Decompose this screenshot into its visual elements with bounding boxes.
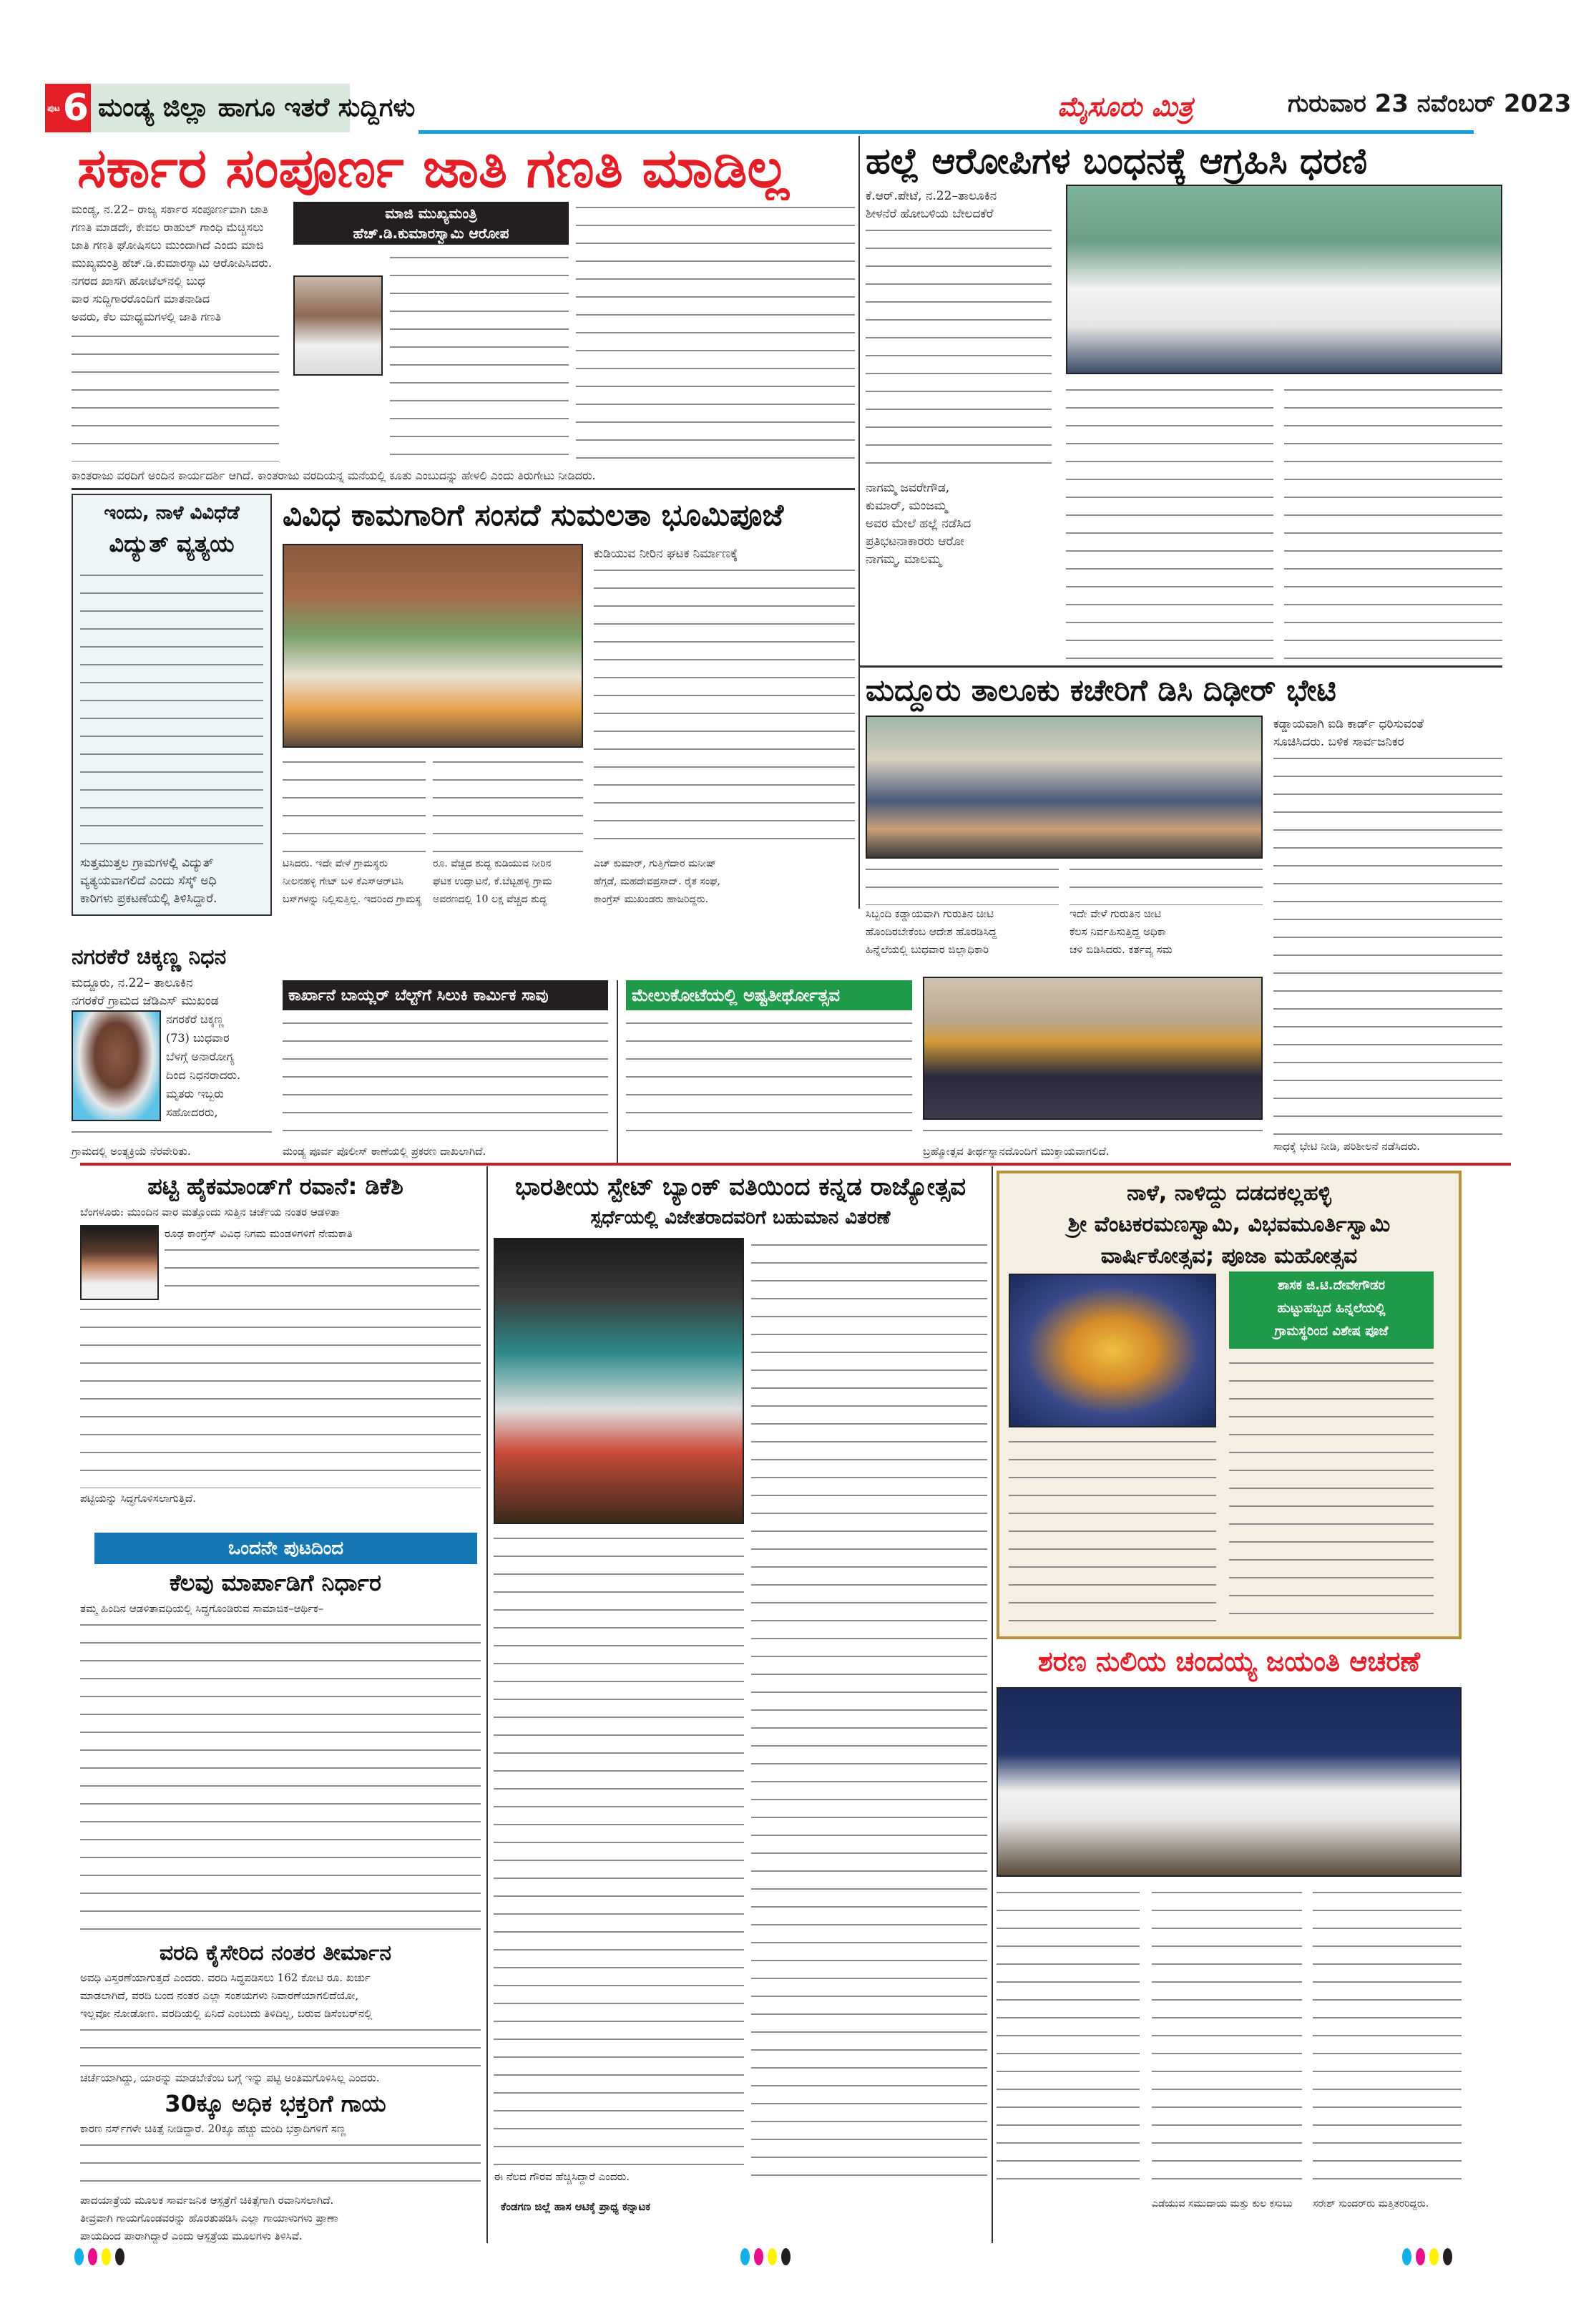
dkshi-photo: [80, 1225, 159, 1300]
print-registration-marks-center: [740, 2248, 791, 2265]
dc-visit-line: ಹೊಂದಿರಬೇಕೆಂಬ ಆದೇಶ ಹೊರಡಿಸಿದ್ದ: [866, 925, 997, 938]
sumalatha-body-bottom3: [594, 855, 855, 909]
kumaraswamy-photo: [293, 275, 383, 376]
sbi-closing: ಈ ನೆಲದ ಗೌರವ ಹೆಚ್ಚಿಸಿದ್ದಾರೆ ಎಂದರು.: [494, 2170, 630, 2183]
power-cut-headline-2: ವಿದ್ಯುತ್ ವ್ಯತ್ಯಯ: [109, 530, 235, 557]
yellow-dot: [1429, 2248, 1439, 2265]
continued-sub3-body: [80, 2120, 481, 2138]
obituary-line: ನಗರಕೆರೆ ಚಿಕ್ಕಣ್ಣ: [166, 1012, 225, 1026]
black-dot: [1443, 2248, 1452, 2265]
protest-line: ಪ್ರತಿಭಟನಾಕಾರರು ಆರೋ: [866, 534, 964, 549]
obituary-closing: ಗ್ರಾಮದಲ್ಲಿ ಅಂತ್ಯಕ್ರಿಯೆ ನೆರವೇರಿತು.: [72, 1145, 191, 1158]
sbi-headline-2: ಸ್ಪರ್ಧೆಯಲ್ಲಿ ವಿಜೇತರಾದವರಿಗೆ ಬಹುಮಾನ ವಿತರಣೆ: [590, 1207, 891, 1229]
section-title: ಮಂಡ್ಯ ಜಿಲ್ಲಾ ಹಾಗೂ ಇತರೆ ಸುದ್ದಿಗಳು: [98, 93, 416, 122]
temple-box-line: ಹುಟ್ಟುಹಬ್ಬದ ಹಿನ್ನಲೆಯಲ್ಲಿ: [1277, 1301, 1386, 1316]
continued-banner-text: ಒಂದನೇ ಪುಟದಿಂದ: [227, 1537, 344, 1559]
sumalatha-body-bottom1: [283, 855, 426, 909]
continued-sub1-headline: ಕೆಲವು ಮಾರ್ಪಾಡಿಗೆ ನಿರ್ಧಾರ: [170, 1569, 381, 1596]
lead-closing-line: ಕಾಂತರಾಜು ವರದಿಗೆ ಅಂದಿನ ಕಾರ್ಯದರ್ಶಿ ಆಗಿದೆ. ಕಾಂತರಾಜು ವರದಿಯನ್ನ ಮನೆಯಲ್ಲಿ ಕೂತು ಎಂಬುದನ್ನು ಹೇಳಲಿ ಎಂದು ತಿರುಗೇಟು ನೀಡಿದರು.: [72, 469, 596, 482]
sharana-body-col1: [997, 1885, 1140, 2193]
sumalatha-line: ರೂ. ವೆಚ್ಚದ ಶುದ್ಧ ಕುಡಿಯುವ ನೀರಿನ: [433, 858, 552, 869]
dc-visit-body-right: [1273, 716, 1502, 751]
lead-kicker: [293, 202, 569, 245]
dc-visit-body-col2-end: [1070, 905, 1263, 959]
section-title-bar: [91, 84, 416, 132]
dc-visit-line: ಸೂಚಿಸಿದರು. ಬಳಿಕ ಸಾರ್ವಜನಿಕರ: [1273, 735, 1404, 749]
magenta-dot: [754, 2248, 763, 2265]
sumalatha-body-top: [594, 545, 855, 563]
continued-sub3-closing: [80, 2192, 481, 2245]
lead-line: ಅವರು, ಕೆಲ ಮಾಧ್ಯಮಗಳಲ್ಲಿ ಜಾತಿ ಗಣತಿ: [72, 310, 221, 323]
melukote-body-2: [923, 1123, 1263, 1141]
obituary-line: ಬೆಳಗ್ಗೆ ಅನಾರೋಗ್ಯ: [166, 1050, 235, 1063]
protest-line: ಶೀಳನೆರೆ ಹೋಬಳಿಯ ಬೇಲದಕೆರೆ: [866, 207, 994, 221]
sbi-photo-credit: ಕೆಂಡಗಣ ಜಿಲ್ಲೆ ಹಾಸ ಆಟಿಕ್ಕೆ ಪ್ರಾಧ್ಯ ಕನ್ನಾಟಕ: [501, 2200, 651, 2213]
melukote-headline-bar: [626, 980, 912, 1010]
continued-line: ಮಾಡಲಾಗಿದೆ, ವರದಿ ಬಂದ ನಂತರ ಎಲ್ಲಾ ಸಂಶಯಗಳು ನಿವಾರಣೆಯಾಗಲಿದೆಯೋ,: [80, 1989, 359, 2002]
protest-line: ನಾಗಮ್ಮ ಜವರೇಗೌಡ,: [866, 481, 950, 495]
sumalatha-body-col2: [433, 755, 583, 855]
continued-line: ಕಾರಣ ನರ್ಸ್‌ಗಳೇ ಚಿಕಿತ್ಸೆ ನೀಡಿದ್ದಾರೆ. 20ಕ್ಕೂ ಹೆಚ್ಚು ಮಂದಿ ಭಕ್ತಾದಿಗಳಿಗೆ ಸಣ್ಣ: [80, 2122, 346, 2135]
newspaper-name: ಮೈಸೂರು ಮಿತ್ರ: [1057, 90, 1193, 122]
sumalatha-line: ಕುಡಿಯುವ ನೀರಿನ ಘಟಕ ನಿರ್ಮಾಣಕ್ಕೆ: [594, 547, 738, 561]
print-registration-marks-right: [1402, 2248, 1452, 2265]
obituary-body-bottom: [72, 1125, 272, 1143]
cyan-dot: [1402, 2248, 1411, 2265]
sumalatha-body-col1: [283, 755, 426, 855]
dc-visit-body-col2: [1070, 862, 1263, 905]
worker-death-headline: ಕಾರ್ಖಾನೆ ಬಾಯ್ಲರ್ ಬೆಲ್ಟ್‌ಗೆ ಸಿಲುಕಿ ಕಾರ್ಮಿಕ ಸಾವು: [288, 986, 549, 1005]
power-cut-closing: [80, 854, 263, 908]
temple-box-line: ಶಾಸಕ ಜಿ.ಟಿ.ದೇವೇಗೌಡರ: [1277, 1278, 1386, 1293]
dkshi-body-side-cont: [165, 1243, 479, 1300]
black-dot: [115, 2248, 124, 2265]
protest-line: ಅವರ ಮೇಲೆ ಹಲ್ಲೆ ನಡೆಸಿದ: [866, 517, 972, 531]
protest-body: [866, 187, 1052, 223]
lead-line: ಗಣತಿ ಮಾಡದೇ, ಕೇವಲ ರಾಹುಲ್ ಗಾಂಧಿ ಮೆಚ್ಚಿಸಲು: [72, 220, 264, 234]
protest-body-col2: [1066, 383, 1273, 662]
sumalatha-body-col4: [594, 563, 855, 849]
sumalatha-line: ಅವರಣದಲ್ಲಿ 10 ಲಕ್ಷ ವೆಚ್ಚದ ಶುದ್ಧ: [433, 894, 547, 905]
lead-body-col3: [576, 200, 855, 465]
power-cut-headline-1: ಇಂದು, ನಾಳೆ ವಿವಿಧೆಡೆ: [104, 502, 240, 524]
dc-visit-closing: ಸಾಧಕ್ಕೆ ಭೇಟಿ ನೀಡಿ, ಪರಿಶೀಲನೆ ನಡೆಸಿದರು.: [1273, 1140, 1420, 1153]
melukote-photo: [923, 977, 1263, 1120]
dkshi-line: ರೂಢ ಕಾಂಗ್ರೆಸ್ ವಿವಿಧ ನಿಗಮ ಮಂಡಳಿಗಳಿಗೆ ನೇಮಕಾತಿ: [165, 1227, 353, 1240]
cyan-dot: [74, 2248, 84, 2265]
sumalatha-body-bottom2: [433, 855, 583, 909]
column-divider: [486, 1166, 488, 2243]
power-cut-body: [80, 568, 263, 854]
dc-visit-photo: [866, 716, 1263, 859]
continued-sub2-body: [80, 1969, 481, 2023]
lead-line: ಮುಖ್ಯಮಂತ್ರಿ ಹೆಚ್.ಡಿ.ಕುಮಾರಸ್ವಾಮಿ ಆರೋಪಿಸಿದರು.: [72, 256, 273, 270]
lead-line: ನಗರದ ಖಾಸಗಿ ಹೋಟೆಲ್‌ನಲ್ಲಿ ಬುಧ: [72, 274, 205, 288]
lead-divider: [72, 488, 855, 490]
obituary-line: ಸಹೋದರರು,: [166, 1105, 218, 1119]
sumalatha-headline: ವಿವಿಧ ಕಾಮಗಾರಿಗೆ ಸಂಸದೆ ಸುಮಲತಾ ಭೂಮಿಪೂಜೆ: [283, 497, 784, 532]
continued-sub1-body-cont: [80, 1618, 481, 1940]
sumalatha-line: ಕಾಂಗ್ರೆಸ್ ಮುಖಂಡರು ಹಾಜರಿದ್ದರು.: [594, 894, 709, 905]
protest-line: ನಾಗಮ್ಮ, ಮಾಲಮ್ಮ: [866, 552, 941, 567]
sharana-closing-2: ಸರೇಶ್ ಸುಂದರ್‌ರು ಮತ್ತಿತರರಿದ್ದರು.: [1313, 2198, 1429, 2210]
protest-divider: [858, 665, 1502, 668]
cyan-dot: [740, 2248, 750, 2265]
sumalatha-line: ಟಿಸಿದರು. ಇದೇ ವೇಳೆ ಗ್ರಾಮಸ್ಥರು: [283, 858, 388, 869]
print-registration-marks-left: [74, 2248, 124, 2265]
kicker-line-2: ಹೆಚ್.ಡಿ.ಕುಮಾರಸ್ವಾಮಿ ಆರೋಪ: [353, 225, 509, 242]
sbi-headline-1: ಭಾರತೀಯ ಸ್ಟೇಟ್ ಬ್ಯಾಂಕ್ ವತಿಯಿಂದ ಕನ್ನಡ ರಾಜ್ಯೋತ್ಸವ: [514, 1173, 966, 1201]
newspaper-logo: [1057, 84, 1236, 129]
protest-line: ಕುಮಾರ್, ಮಂಜಮ್ಮ: [866, 499, 948, 513]
dkshi-closing: ಪಟ್ಟಿಯನ್ನು ಸಿದ್ಧಗೊಳಿಸಲಾಗುತ್ತಿದೆ.: [80, 1492, 196, 1505]
obituary-line: ನಗರಕೆರೆ ಗ್ರಾಮದ ಜೆಡಿಎಸ್ ಮುಖಂಡ: [72, 994, 219, 1008]
sumalatha-line: ಘಟಕ ಉದ್ಘಾಟನೆ, ಕೆ.ಬೆಟ್ಟಹಳ್ಳಿ ಗ್ರಾಮ: [433, 876, 552, 887]
lead-body-col2: [390, 250, 569, 465]
protest-photo: [1066, 185, 1502, 374]
protest-headline: ಹಲ್ಲೆ ಆರೋಪಿಗಳ ಬಂಧನಕ್ಕೆ ಆಗ್ರಹಿಸಿ ಧರಣಿ: [866, 140, 1368, 182]
sbi-photo: [494, 1238, 744, 1524]
lead-headline: ಸರ್ಕಾರ ಸಂಪೂರ್ಣ ಜಾತಿ ಗಣತಿ ಮಾಡಿಲ್ಲ: [77, 136, 789, 200]
worker-death-body: [283, 1016, 608, 1141]
continued-sub2-body-cont: [80, 2023, 481, 2069]
dc-visit-line: ಸಿಬ್ಬಂದಿ ಕಡ್ಡಾಯವಾಗಿ ಗುರುತಿನ ಚೀಟಿ: [866, 907, 994, 920]
dc-visit-body-col1: [866, 862, 1059, 905]
dc-visit-body-col3: [1273, 751, 1502, 1138]
power-cut-line: ವ್ಯತ್ಯಯವಾಗಲಿದೆ ಎಂದು ಸೆಸ್ಕ್ ಅಧಿ: [80, 874, 217, 888]
continued-line: ಪಾಯದಿಂದ ಪಾರಾಗಿದ್ದಾರೆ ಎಂದು ಆಸ್ಪತ್ರೆಯ ಮೂಲಗಳು ತಿಳಿಸಿವೆ.: [80, 2230, 303, 2242]
dkshi-line: ಬೆಂಗಳೂರು: ಮುಂದಿನ ವಾರ ಮತ್ತೊಂದು ಸುತ್ತಿನ ಚರ್ಚೆಯ ನಂತರ ಆಡಳಿತಾ: [80, 1206, 340, 1219]
worker-death-closing: ಮಂಡ್ಯ ಪೂರ್ವ ಪೊಲೀಸ್ ಠಾಣೆಯಲ್ಲಿ ಪ್ರಕರಣ ದಾಖಲಾಗಿದೆ.: [283, 1145, 486, 1158]
temple-headline-3: ವಾರ್ಷಿಕೋತ್ಸವ; ಪೂಜಾ ಮಹೋತ್ಸವ: [1100, 1244, 1358, 1269]
sharana-body-col2: [1152, 1885, 1302, 2193]
power-cut-line: ಸುತ್ತಮುತ್ತಲ ಗ್ರಾಮಗಳಲ್ಲಿ ವಿದ್ಯುತ್: [80, 856, 214, 870]
dc-visit-headline: ಮದ್ದೂರು ತಾಲೂಕು ಕಚೇರಿಗೆ ಡಿಸಿ ದಿಢೀರ್ ಭೇಟಿ: [866, 673, 1336, 708]
sumalatha-line: ನೀಲನಹಳ್ಳಿ ಗೇಟ್ ಬಳಿ ಕೆಎಸ್‌ಆರ್‌ಟಿಸಿ: [283, 876, 403, 887]
masthead-rule: [419, 130, 1474, 134]
temple-box-line: ಗ್ರಾಮಸ್ಥರಿಂದ ವಿಶೇಷ ಪೂಜೆ: [1274, 1324, 1389, 1339]
sumalatha-line: ಬಸ್‌ಗಳನ್ನು ನಿಲ್ಲಿಸುತ್ತಿಲ್ಲ. ಇದರಿಂದ ಗ್ರಾಮಸ್ಥ: [283, 894, 422, 905]
obituary-body-top: [72, 975, 272, 1010]
continued-banner: [94, 1533, 477, 1564]
continued-line: ಇಲ್ಲವೋ ನೋಡೋಣ. ವರದಿಯಲ್ಲಿ ಏನಿದೆ ಎಂಬುದು ತಿಳಿದಿಲ್ಲ, ಬರುವ ಡಿಸೆಂಬರ್‌ನಲ್ಲಿ: [80, 2007, 373, 2020]
dkshi-body-top: [80, 1204, 481, 1221]
protest-line: ಕೆ.ಆರ್.ಪೇಟೆ, ನ.22–ತಾಲೂಕಿನ: [866, 189, 997, 203]
worker-death-headline-bar: [283, 980, 608, 1010]
page-label: ಪುಟ: [47, 102, 60, 113]
yellow-dot: [768, 2248, 777, 2265]
temple-deity-photo: [1009, 1274, 1216, 1427]
temple-green-box: [1229, 1271, 1434, 1349]
continued-sub3-body-cont: [80, 2138, 481, 2192]
sharana-headline: ಶರಣ ನುಲಿಯ ಚಂದಯ್ಯ ಜಯಂತಿ ಆಚರಣೆ: [1037, 1646, 1421, 1677]
sbi-body-col1: [494, 1531, 744, 2168]
temple-headline-1: ನಾಳೆ, ನಾಳಿದ್ದು ದಡದಕಲ್ಲಹಳ್ಳಿ: [1127, 1181, 1331, 1206]
sumalatha-line: ಹೆಗ್ಗಡೆ, ಮಹದೇವಪ್ರಸಾದ್. ರೈತ ಸಂಘ,: [594, 876, 720, 887]
magenta-dot: [1416, 2248, 1425, 2265]
lead-body-col1: [72, 200, 286, 326]
obituary-body-side: [166, 1010, 272, 1122]
protest-body-col3: [1284, 383, 1502, 662]
protest-body-col1: [866, 223, 1052, 474]
obituary-line: ದಿಂದ ನಿಧನರಾದರು.: [166, 1068, 241, 1082]
dkshi-body: [80, 1302, 481, 1488]
continued-sub1-body: [80, 1600, 481, 1618]
dc-visit-body-col1-end: [866, 905, 1059, 959]
column-divider: [617, 980, 618, 1163]
sharana-photo: [997, 1687, 1462, 1877]
lead-line: ಮಂಡ್ಯ, ನ.22– ರಾಜ್ಯ ಸರ್ಕಾರ ಸಂಪೂರ್ಣವಾಗಿ ಜಾತಿ: [72, 202, 268, 216]
lead-line: ಜಾತಿ ಗಣತಿ ಘೋಷಿಸಲು ಮುಂದಾಗಿದೆ ಎಂದು ಮಾಜಿ: [72, 238, 264, 252]
protest-body-cont: [866, 479, 1052, 569]
column-divider: [992, 1166, 993, 2243]
power-cut-line: ಕಾರಿಗಳು ಪ್ರಕಟಣೆಯಲ್ಲಿ ತಿಳಿಸಿದ್ದಾರೆ.: [80, 892, 217, 906]
kicker-line-1: ಮಾಜಿ ಮುಖ್ಯಮಂತ್ರಿ: [385, 205, 477, 222]
sbi-body-col2: [751, 1238, 987, 2189]
sharana-body-col3: [1313, 1885, 1462, 2193]
temple-body-col1: [1009, 1435, 1216, 1628]
dc-visit-line: ಇದೇ ವೇಳೆ ಗುರುತಿನ ಚೀಟಿ: [1070, 907, 1162, 920]
continued-line: ತಮ್ಮ ಹಿಂದಿನ ಆಡಳಿತಾವಧಿಯಲ್ಲಿ ಸಿದ್ಧಗೊಂಡಿರುವ ಸಾಮಾಜಿಕ–ಆರ್ಥಿಕ–: [80, 1602, 324, 1615]
section-divider-red: [80, 1163, 1511, 1166]
page-number-badge: [45, 84, 91, 132]
obituary-headline: ನಗರಕೆರೆ ಚಿಕ್ಕಣ್ಣ ನಿಧನ: [72, 944, 227, 970]
melukote-closing: ಬ್ರಹ್ಮೋತ್ಸವ ತೀರ್ಥಸ್ನಾನದೊಂದಿಗೆ ಮುಕ್ತಾಯವಾಗಲಿದೆ.: [923, 1145, 1110, 1158]
black-dot: [781, 2248, 791, 2265]
continued-sub3-headline: 30ಕ್ಕೂ ಅಧಿಕ ಭಕ್ತರಿಗೆ ಗಾಯ: [165, 2090, 386, 2117]
continued-line: ಪಾದಯಾತ್ರೆಯ ಮೂಲಕ ಸಾರ್ವಜನಿಕ ಆಸ್ಪತ್ರೆಗೆ ಚಿಕಿತ್ಸೆಗಾಗಿ ರವಾನಿಸಲಾಗಿದೆ.: [80, 2194, 334, 2207]
dc-visit-line: ಕಡ್ಡಾಯವಾಗಿ ಐಡಿ ಕಾರ್ಡ್ ಧರಿಸುವಂತೆ: [1273, 717, 1424, 731]
sumalatha-photo: [283, 544, 583, 748]
continued-line: ಅವಧಿ ವಿಸ್ತರಣೆಯಾಗುತ್ತದೆ ಎಂದರು. ವರದಿ ಸಿದ್ಧಪಡಿಸಲು 162 ಕೋಟಿ ರೂ. ಖರ್ಚು: [80, 1971, 371, 1984]
lead-body-col1-cont: [72, 329, 279, 462]
lead-line: ವಾರ ಸುದ್ದಿಗಾರರೊಂದಿಗೆ ಮಾತನಾಡಿದ: [72, 292, 210, 306]
page-number: 6: [62, 87, 89, 130]
temple-headline-2: ಶ್ರೀ ವೆಂಟಕರಮಣಸ್ವಾಮಿ, ವಿಭವಮೂರ್ತಿಸ್ವಾಮಿ: [1067, 1212, 1391, 1237]
magenta-dot: [88, 2248, 97, 2265]
melukote-headline: ಮೇಲುಕೋಟೆಯಲ್ಲಿ ಅಷ್ಟತೀರ್ಥೋತ್ಸವ: [632, 985, 841, 1005]
dkshi-headline: ಪಟ್ಟಿ ಹೈಕಮಾಂಡ್‌ಗೆ ರವಾನೆ: ಡಿಕೆಶಿ: [147, 1173, 403, 1200]
issue-date: ಗುರುವಾರ 23 ನವೆಂಬರ್ 2023: [1288, 89, 1571, 118]
dc-visit-line: ಹಿನ್ನೆಲೆಯಲ್ಲಿ ಬುಧವಾರ ಜಿಲ್ಲಾಧಿಕಾರಿ: [866, 943, 989, 956]
obituary-line: (73) ಬುಧವಾರ: [166, 1031, 230, 1045]
dc-visit-line: ಚಳಿ ಬಿಡಿಸಿದರು. ಕರ್ತವ್ಯ ಸಮ: [1070, 943, 1173, 956]
dkshi-body-side: [165, 1225, 479, 1243]
column-divider: [858, 136, 860, 909]
dc-visit-line: ಕೆಲಸ ನಿರ್ವಹಿಸುತ್ತಿದ್ದ ಅಧಿಕಾ: [1070, 925, 1166, 938]
yellow-dot: [102, 2248, 111, 2265]
sharana-closing-1: ಎಡೆಯುವ ಸಮುದಾಯ ಮತ್ತು ಕುಲ ಕಸುಬು: [1152, 2198, 1293, 2210]
obituary-photo: [72, 1010, 161, 1121]
continued-sub2-closing: ಚರ್ಚೆಯಾಗಿದ್ದು, ಯಾರನ್ನು ಮಾಡಬೇಕೆಂಬ ಬಗ್ಗೆ ಇನ್ನು ಪಟ್ಟಿ ಅಂತಿಮಗೊಳಿಸಿಲ್ಲ ಎಂದರು.: [80, 2071, 380, 2084]
power-cut-box: [72, 494, 272, 916]
melukote-body: [626, 1016, 912, 1141]
sumalatha-line: ಎಚ್ ಕುಮಾರ್, ಗುತ್ತಿಗೆದಾರ ಮನೀಷ್: [594, 858, 717, 869]
obituary-line: ಮದ್ದೂರು, ನ.22– ತಾಲೂಕಿನ: [72, 976, 193, 990]
continued-sub2-headline: ವರದಿ ಕೈಸೇರಿದ ನಂತರ ತೀರ್ಮಾನ: [159, 1940, 392, 1966]
temple-body-col2: [1229, 1356, 1434, 1628]
continued-line: ತೀವ್ರವಾಗಿ ಗಾಯಗೊಂಡವರನ್ನು ಹೊರತುಪಡಿಸಿ ಎಲ್ಲಾ ಗಾಯಾಳುಗಳು ಪ್ರಾಣಾ: [80, 2212, 338, 2225]
obituary-line: ಮೃತರು ಇಬ್ಬರು: [166, 1087, 224, 1100]
